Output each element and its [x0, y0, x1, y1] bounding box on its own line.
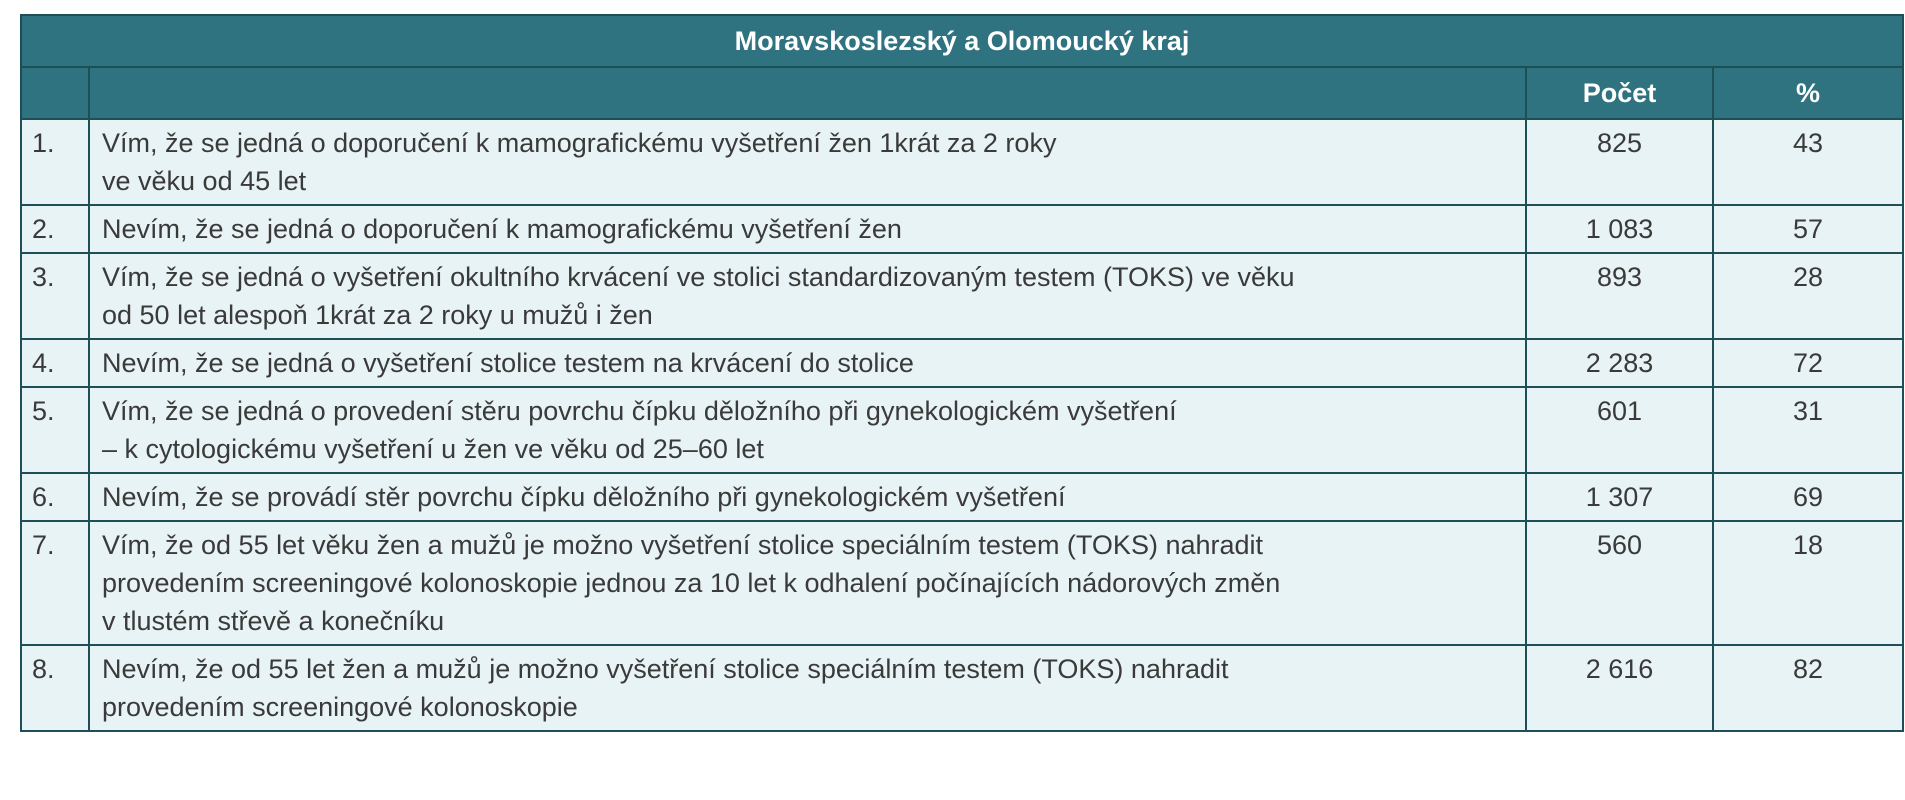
- row-statement: Vím, že se jedná o vyšetření okultního krvácení ve stolici standardizovaným testem (TOKS) ve věku od 50 let alespoň 1krát za 2 roky u mužů i žen: [89, 253, 1526, 339]
- row-number: 6.: [21, 473, 89, 521]
- row-count: 825: [1526, 119, 1713, 205]
- row-count: 2 283: [1526, 339, 1713, 387]
- row-statement: Vím, že se jedná o provedení stěru povrchu čípku děložního při gynekologickém vyšetření – k cytologickému vyšetření u žen ve věku od 25–60 let: [89, 387, 1526, 473]
- table-row: [21, 119, 1903, 205]
- table-row: [21, 645, 1903, 731]
- row-percent: 43: [1713, 119, 1903, 205]
- row-count: 893: [1526, 253, 1713, 339]
- row-percent: 31: [1713, 387, 1903, 473]
- survey-table: [20, 14, 1904, 732]
- row-percent: 69: [1713, 473, 1903, 521]
- row-number: 1.: [21, 119, 89, 205]
- table-title: Moravskoslezský a Olomoucký kraj: [21, 15, 1903, 67]
- table-row: [21, 339, 1903, 387]
- row-count: 2 616: [1526, 645, 1713, 731]
- row-number: 4.: [21, 339, 89, 387]
- table-row: [21, 387, 1903, 473]
- header-num: [21, 67, 89, 119]
- row-count: 601: [1526, 387, 1713, 473]
- table-title-row: [21, 15, 1903, 67]
- row-count: 1 083: [1526, 205, 1713, 253]
- row-percent: 72: [1713, 339, 1903, 387]
- table-row: [21, 521, 1903, 645]
- header-text: [89, 67, 1526, 119]
- table-row: [21, 205, 1903, 253]
- table-row: [21, 253, 1903, 339]
- row-count: 560: [1526, 521, 1713, 645]
- row-percent: 28: [1713, 253, 1903, 339]
- row-statement: Nevím, že se jedná o doporučení k mamografickému vyšetření žen: [89, 205, 1526, 253]
- table-row: [21, 473, 1903, 521]
- row-number: 3.: [21, 253, 89, 339]
- row-statement: Nevím, že od 55 let žen a mužů je možno vyšetření stolice speciálním testem (TOKS) nahradit provedením screeningové kolonoskopie: [89, 645, 1526, 731]
- row-number: 2.: [21, 205, 89, 253]
- row-count: 1 307: [1526, 473, 1713, 521]
- header-count: Počet: [1526, 67, 1713, 119]
- header-percent: %: [1713, 67, 1903, 119]
- row-statement: Nevím, že se provádí stěr povrchu čípku děložního při gynekologickém vyšetření: [89, 473, 1526, 521]
- row-percent: 82: [1713, 645, 1903, 731]
- row-percent: 18: [1713, 521, 1903, 645]
- row-statement: Vím, že se jedná o doporučení k mamografickému vyšetření žen 1krát za 2 roky ve věku od 45 let: [89, 119, 1526, 205]
- row-number: 8.: [21, 645, 89, 731]
- row-number: 5.: [21, 387, 89, 473]
- table-header-row: [21, 67, 1903, 119]
- row-percent: 57: [1713, 205, 1903, 253]
- row-number: 7.: [21, 521, 89, 645]
- row-statement: Vím, že od 55 let věku žen a mužů je možno vyšetření stolice speciálním testem (TOKS) nahradit provedením screeningové kolonoskopie jednou za 10 let k odhalení počínajících nádorových změn v tlustém střevě a konečníku: [89, 521, 1526, 645]
- row-statement: Nevím, že se jedná o vyšetření stolice testem na krvácení do stolice: [89, 339, 1526, 387]
